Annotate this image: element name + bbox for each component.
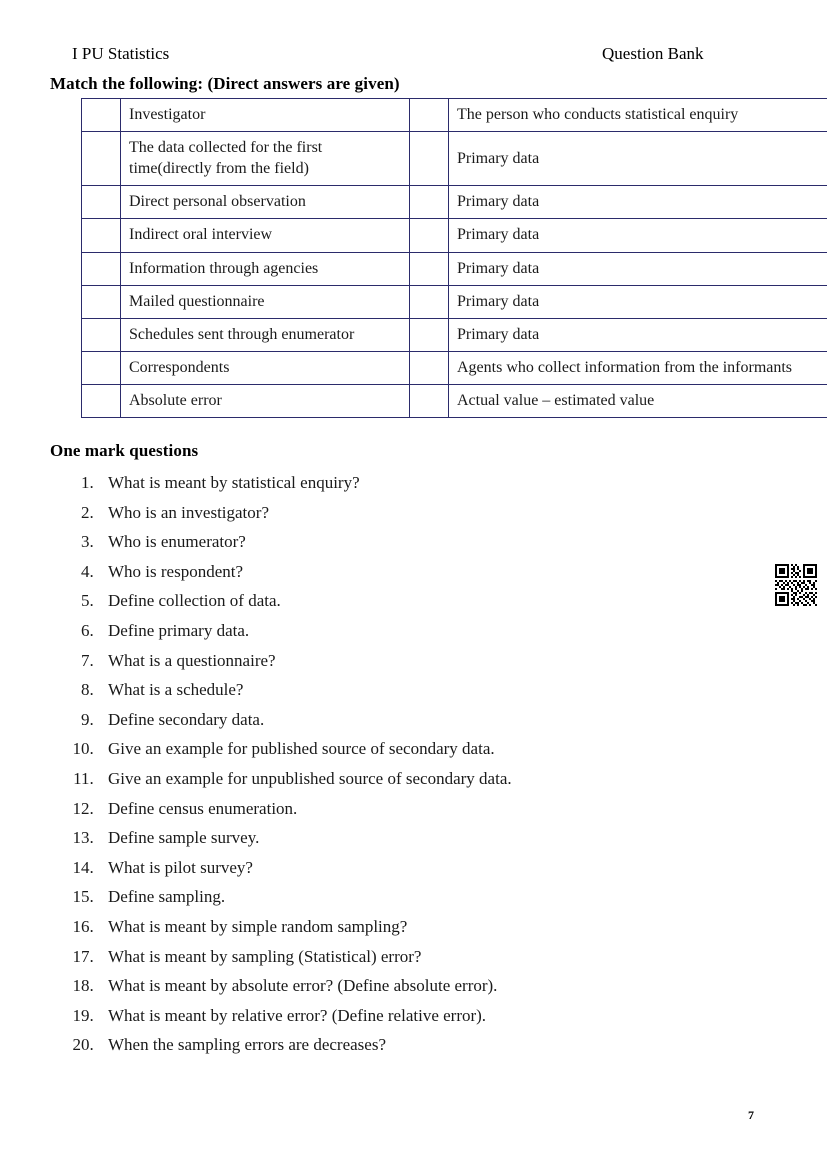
table-row [82, 384, 827, 417]
list-item: 8. What is a schedule? [98, 675, 798, 705]
table-row [82, 318, 827, 351]
row-marker-cell [410, 219, 449, 252]
list-item: 4. Who is respondent? [98, 557, 798, 587]
row-marker-cell [410, 351, 449, 384]
list-item: 17. What is meant by sampling (Statistical) error? [98, 942, 798, 972]
row-marker-cell [410, 186, 449, 219]
row-marker-cell [82, 99, 121, 132]
match-right-cell: Agents who collect information from the informants [449, 351, 827, 384]
page-number: 7 [748, 1108, 754, 1122]
list-item: 6. Define primary data. [98, 616, 798, 646]
page-header [72, 44, 755, 68]
match-left-cell: Mailed questionnaire [121, 285, 410, 318]
row-marker-cell [82, 351, 121, 384]
match-left-cell: Schedules sent through enumerator [121, 318, 410, 351]
row-marker-cell [82, 384, 121, 417]
match-left-cell: The data collected for the first time(directly from the field) [121, 132, 410, 186]
match-right-cell: Actual value – estimated value [449, 384, 827, 417]
header-document-type: Question Bank [602, 44, 704, 63]
qr-code-icon [775, 564, 817, 606]
list-item: 16. What is meant by simple random sampling? [98, 912, 798, 942]
match-right-cell: Primary data [449, 186, 827, 219]
match-table-body [82, 99, 827, 418]
list-item: 3. Who is enumerator? [98, 527, 798, 557]
match-right-cell: Primary data [449, 252, 827, 285]
table-row [82, 219, 827, 252]
list-item: 18. What is meant by absolute error? (Define absolute error). [98, 971, 798, 1001]
row-marker-cell [82, 252, 121, 285]
row-marker-cell [410, 285, 449, 318]
list-item: 9. Define secondary data. [98, 705, 798, 735]
list-item: 12. Define census enumeration. [98, 794, 798, 824]
list-item: 19. What is meant by relative error? (Define relative error). [98, 1001, 798, 1031]
match-left-cell: Information through agencies [121, 252, 410, 285]
row-marker-cell [82, 132, 121, 186]
match-right-cell: Primary data [449, 285, 827, 318]
header-subject: I PU Statistics [72, 44, 170, 63]
match-section-title: Match the following: (Direct answers are given) [50, 74, 400, 93]
match-left-cell: Direct personal observation [121, 186, 410, 219]
row-marker-cell [82, 285, 121, 318]
questions-section-title: One mark questions [50, 441, 199, 460]
row-marker-cell [410, 384, 449, 417]
table-row [82, 252, 827, 285]
list-item: 1. What is meant by statistical enquiry? [98, 468, 798, 498]
row-marker-cell [82, 186, 121, 219]
list-item: 5. Define collection of data. [98, 586, 798, 616]
match-left-cell: Correspondents [121, 351, 410, 384]
table-row [82, 351, 827, 384]
list-item: 14. What is pilot survey? [98, 853, 798, 883]
table-row [82, 186, 827, 219]
match-right-cell: Primary data [449, 318, 827, 351]
list-item: 13. Define sample survey. [98, 823, 798, 853]
row-marker-cell [82, 219, 121, 252]
row-marker-cell [410, 132, 449, 186]
table-row [82, 285, 827, 318]
match-right-cell: The person who conducts statistical enquiry [449, 99, 827, 132]
match-left-cell: Indirect oral interview [121, 219, 410, 252]
table-row [82, 99, 827, 132]
list-item: 11. Give an example for unpublished source of secondary data. [98, 764, 798, 794]
row-marker-cell [410, 99, 449, 132]
row-marker-cell [82, 318, 121, 351]
row-marker-cell [410, 318, 449, 351]
list-item: 2. Who is an investigator? [98, 498, 798, 528]
one-mark-questions-list [50, 468, 798, 1060]
list-item: 15. Define sampling. [98, 882, 798, 912]
match-left-cell: Investigator [121, 99, 410, 132]
list-item: 10. Give an example for published source of secondary data. [98, 734, 798, 764]
match-the-following-table [81, 98, 827, 418]
table-row [82, 132, 827, 186]
match-left-cell: Absolute error [121, 384, 410, 417]
list-item: 20. When the sampling errors are decreases? [98, 1030, 798, 1060]
list-item: 7. What is a questionnaire? [98, 646, 798, 676]
match-right-cell: Primary data [449, 132, 827, 186]
row-marker-cell [410, 252, 449, 285]
match-right-cell: Primary data [449, 219, 827, 252]
